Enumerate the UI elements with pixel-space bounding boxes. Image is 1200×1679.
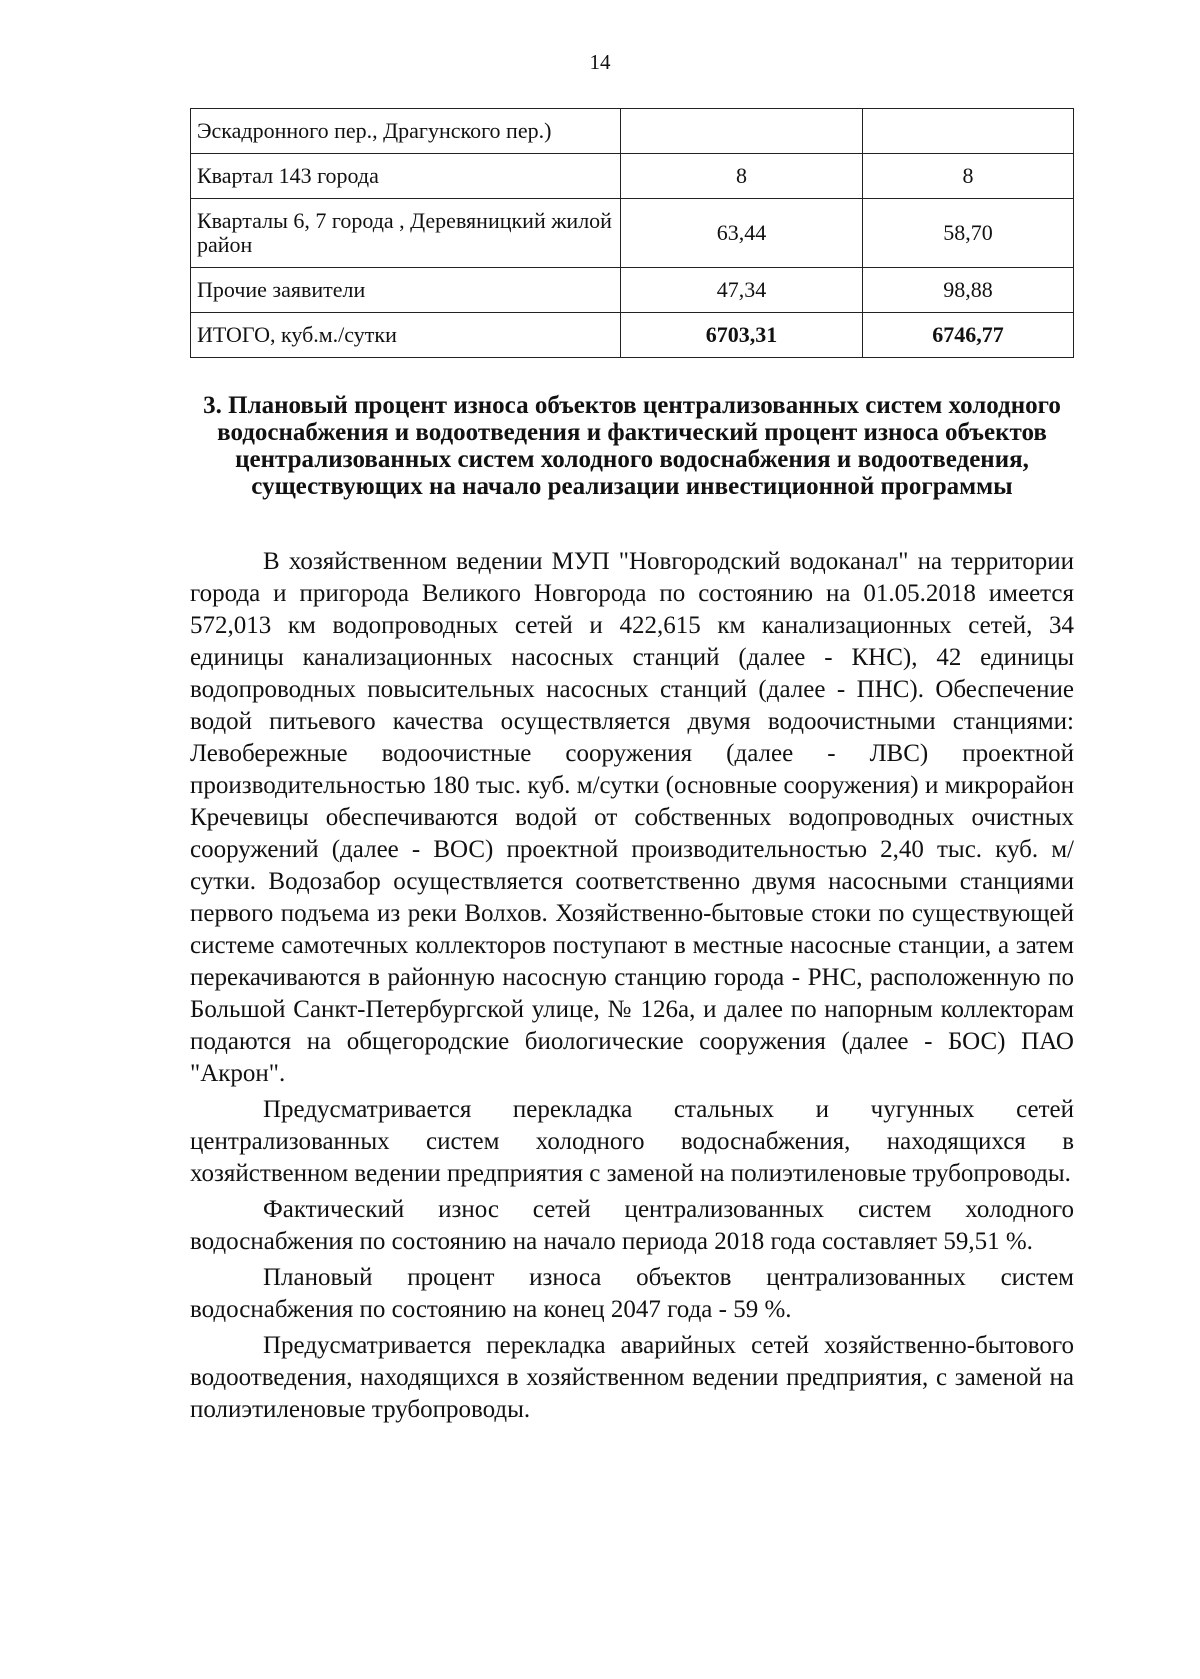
cell-name: Кварталы 6, 7 города , Деревяницкий жилой район [191, 199, 621, 268]
table-row [191, 268, 1074, 313]
cell-value-2 [862, 109, 1073, 154]
table-row [191, 313, 1074, 358]
cell-value-1 [621, 109, 863, 154]
paragraph-water-network-replacement: Предусматривается перекладка стальных и чугунных сетей централизованных систем холодного водоснабжения, находящихся в хозяйственном ведении предприятия с заменой на полиэтиленовые трубопроводы. [190, 1096, 1074, 1187]
cell-name: Квартал 143 города [191, 154, 621, 199]
water-demand-table [190, 108, 1074, 358]
table-row [191, 109, 1074, 154]
table-row [191, 199, 1074, 268]
cell-value-1: 6703,31 [621, 313, 863, 358]
paragraph-planned-wear: Плановый процент износа объектов централизованных систем водоснабжения по состоянию на конец 2047 года - 59 %. [190, 1264, 1074, 1323]
section-heading: 3. Плановый процент износа объектов централизованных систем холодного водоснабжения и водоотведения и фактический процент износа объектов централизованных систем холодного водоснабжения и водоотведения, существующих на начало реализации инвестиционной программы [203, 392, 1061, 500]
cell-value-1: 63,44 [621, 199, 863, 268]
cell-value-1: 8 [621, 154, 863, 199]
cell-name: ИТОГО, куб.м./сутки [191, 313, 621, 358]
paragraph-actual-wear: Фактический износ сетей централизованных систем холодного водоснабжения по состоянию на начало периода 2018 года составляет 59,51 %. [190, 1196, 1074, 1255]
paragraph-sewer-network-replacement: Предусматривается перекладка аварийных сетей хозяйственно-бытового водоотведения, находящихся в хозяйственном ведении предприятия, с заменой на полиэтиленовые трубопроводы. [190, 1332, 1074, 1423]
cell-value-2: 6746,77 [862, 313, 1073, 358]
table-body [191, 109, 1074, 358]
cell-name: Эскадронного пер., Драгунского пер.) [191, 109, 621, 154]
body-text [190, 546, 1074, 1430]
paragraph-network-overview: В хозяйственном ведении МУП "Новгородский водоканал" на территории города и пригорода Великого Новгорода по состоянию на 01.05.2018 имеется 572,013 км водопроводных сетей и 422,615 км канализационных сетей, 34 единицы канализационных насосных станций (далее - КНС), 42 единицы водопроводных повысительных насосных станций (далее - ПНС). Обеспечение водой питьевого качества осуществляется двумя водоочистными станциями: Левобережные водоочистные сооружения (далее - ЛВС) проектной производительностью 180 тыс. куб. м/сутки (основные сооружения) и микрорайон Кречевицы обеспечиваются водой от собственных водопроводных очистных сооружений (далее - ВОС) проектной производительностью 2,40 тыс. куб. м/сутки. Водозабор осуществляется соответственно двумя насосными станциями первого подъема из реки Волхов. Хозяйственно-бытовые стоки по существующей системе самотечных коллекторов поступают в местные насосные станции, а затем перекачиваются в районную насосную станцию города - РНС, расположенную по Большой Санкт-Петербургской улице, № 126а, и далее по напорным коллекторам подаются на общегородские биологические сооружения (далее - БОС) ПАО "Акрон". [190, 548, 1074, 1087]
table-row [191, 154, 1074, 199]
cell-value-2: 98,88 [862, 268, 1073, 313]
cell-name: Прочие заявители [191, 268, 621, 313]
cell-value-2: 8 [862, 154, 1073, 199]
page-number: 14 [589, 50, 611, 74]
cell-value-2: 58,70 [862, 199, 1073, 268]
cell-value-1: 47,34 [621, 268, 863, 313]
